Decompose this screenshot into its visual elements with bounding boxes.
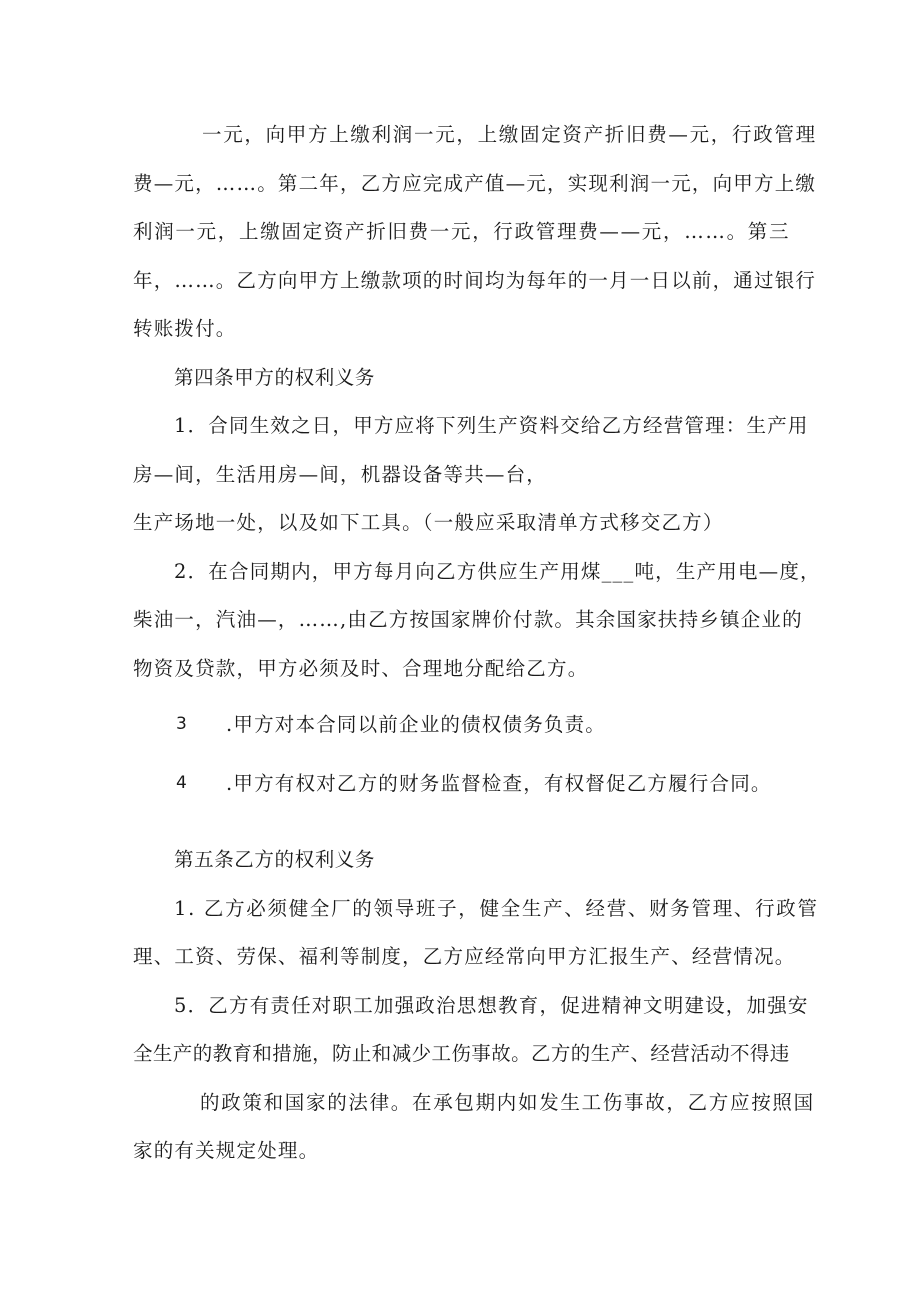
paragraph-line: 2．在合同期内，甲方每月向乙方供应生产用煤___吨，生产用电—度， <box>174 560 821 583</box>
paragraph-line: 转账拨付。 <box>133 317 237 340</box>
section-heading: 第四条甲方的权利义务 <box>174 366 376 389</box>
paragraph-line: 费—元，……。第二年，乙方应完成产值—元，实现利润一元，向甲方上缴 <box>133 172 817 195</box>
paragraph-line: 5．乙方有责任对职工加强政治思想教育，促进精神文明建设，加强安 <box>174 994 809 1017</box>
paragraph-line: 柴油一，汽油—，……,由乙方按国家牌价付款。其余国家扶持乡镇企业的 <box>133 608 803 631</box>
paragraph-line: 一元，向甲方上缴利润一元，上缴固定资产折旧费—元，行政管理 <box>202 123 817 146</box>
list-number: 4 <box>176 773 189 793</box>
section-heading: 第五条乙方的权利义务 <box>174 848 376 871</box>
paragraph-line: 生产场地一处，以及如下工具。（一般应采取清单方式移交乙方） <box>133 511 724 534</box>
paragraph-line: 年，……。乙方向甲方上缴款项的时间均为每年的一月一日以前，通过银行 <box>133 269 817 292</box>
paragraph-line: 的政策和国家的法律。在承包期内如发生工伤事故，乙方应按照国 <box>200 1091 815 1114</box>
paragraph-line: 1. 乙方必须健全厂的领导班子，健全生产、经营、财务管理、行政管 <box>174 897 819 920</box>
paragraph-line: 物资及贷款，甲方必须及时、合理地分配给乙方。 <box>133 657 589 680</box>
list-number: 3 <box>176 714 189 734</box>
paragraph-line: 全生产的教育和措施，防止和减少工伤事故。乙方的生产、经营活动不得违 <box>133 1042 790 1065</box>
paragraph-line: 利润一元，上缴固定资产折旧费一元，行政管理费——元，……。第三 <box>133 220 791 243</box>
paragraph-line: .甲方对本合同以前企业的债权债务负责。 <box>226 713 606 736</box>
paragraph-line: 理、工资、劳保、福利等制度，乙方应经常向甲方汇报生产、经营情况。 <box>133 945 796 968</box>
paragraph-line: 家的有关规定处理。 <box>133 1139 320 1162</box>
paragraph-line: 1．合同生效之日，甲方应将下列生产资料交给乙方经营管理：生产用 <box>174 414 809 437</box>
paragraph-line: .甲方有权对乙方的财务监督检查，有权督促乙方履行合同。 <box>226 772 772 795</box>
paragraph-line: 房—间，生活用房—间，机器设备等共—台， <box>133 463 548 486</box>
